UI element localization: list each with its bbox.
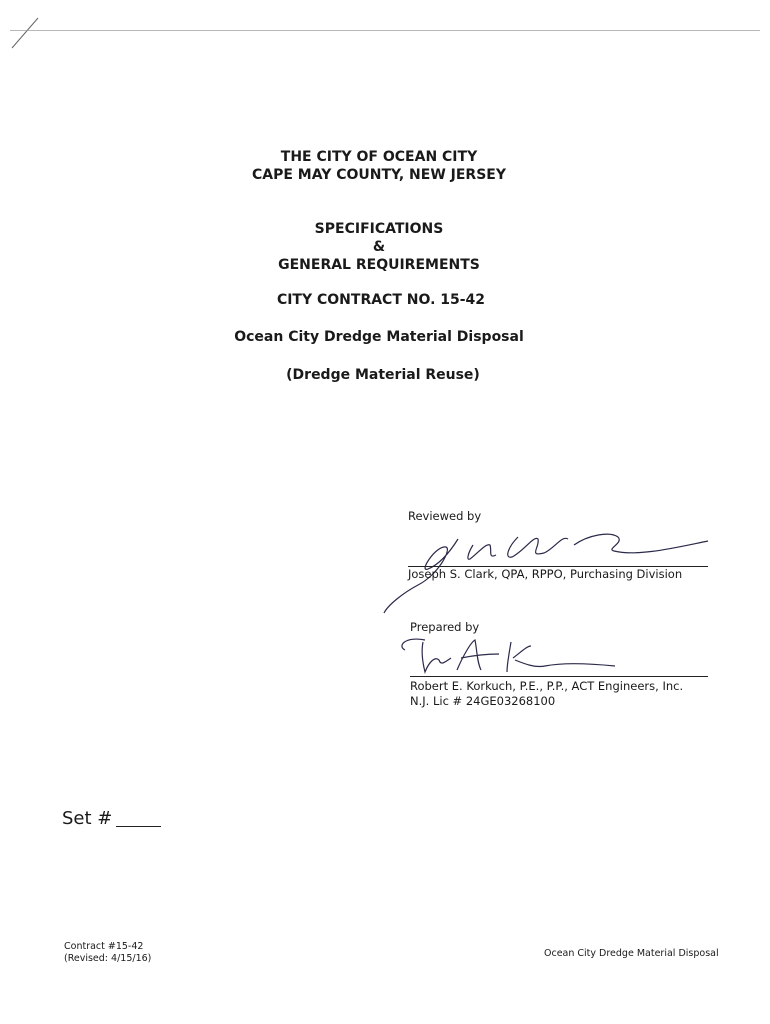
footer-left [64,941,151,965]
project-title: Ocean City Dredge Material Disposal [234,329,524,345]
set-number-blank [116,826,161,827]
prepared-by-label: Prepared by [410,620,480,634]
document-header [0,148,764,184]
header-line-2: CAPE MAY COUNTY, NEW JERSEY [251,167,506,183]
specifications-line-1: SPECIFICATIONS [314,221,444,237]
footer-right: Ocean City Dredge Material Disposal [544,948,719,959]
footer-contract: Contract #15-42 [64,941,144,952]
contract-number: CITY CONTRACT NO. 15-42 [276,292,486,308]
preparer-signature-line [410,676,708,677]
footer-revised: (Revised: 4/15/16) [64,953,152,964]
specifications-line-3: GENERAL REQUIREMENTS [278,257,480,273]
set-number-label: Set # [62,808,113,829]
specifications-heading [0,220,764,274]
specifications-line-2: & [372,239,386,255]
preparer-license: N.J. Lic # 24GE03268100 [410,694,556,708]
header-line-1: THE CITY OF OCEAN CITY [280,149,478,165]
reviewed-by-label: Reviewed by [408,509,482,523]
preparer-name: Robert E. Korkuch, P.E., P.P., ACT Engineers, Inc. [410,679,684,693]
reviewer-name: Joseph S. Clark, QPA, RPPO, Purchasing Division [408,567,683,581]
project-subtitle: (Dredge Material Reuse) [286,367,480,383]
scan-edge-line [10,30,760,31]
preparer-signature [395,632,625,682]
